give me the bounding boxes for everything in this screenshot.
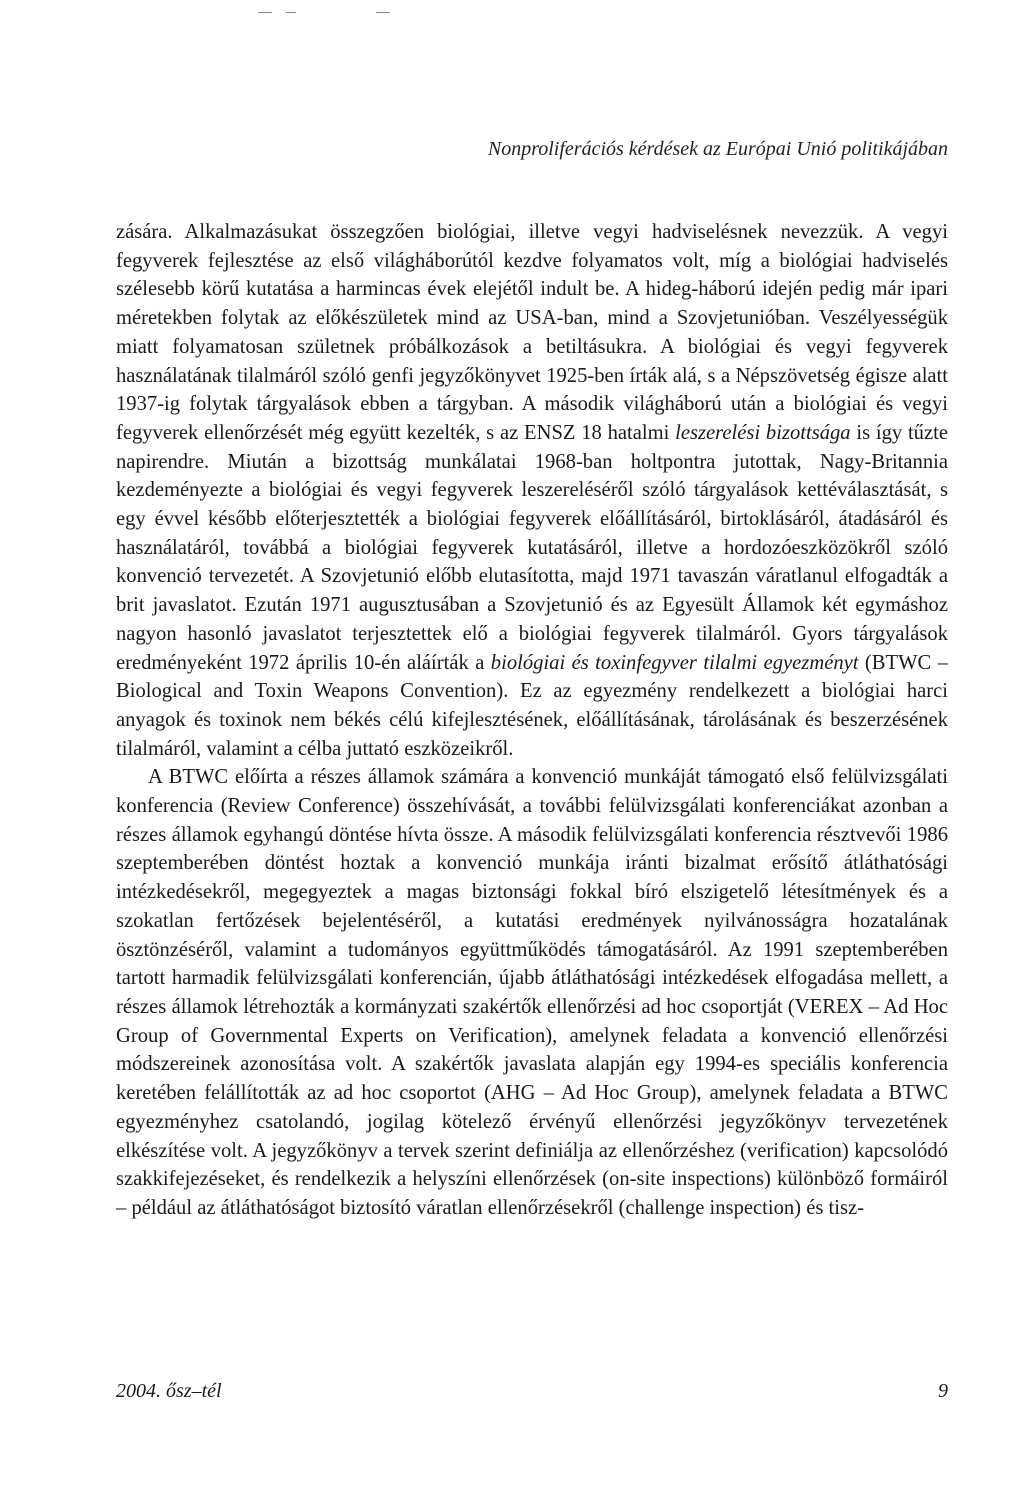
italic-term-btwc: biológiai és toxinfegyver tilalmi egyezményt	[490, 651, 859, 674]
paragraph-1-text-a: zására. Alkalmazásukat összegzően biológiai, illetve vegyi hadviselésnek nevezzük. A vegyi fegyverek fejlesztése az első világháborútól kezdve folyamatos volt, míg a biológiai hadviselés szélesebb körű kutatása a harmincas évek elejétől indult be. A hideg-háború idején pedig már ipari méretekben folytak az előkészületek mind az USA-ban, mind a Szovjetunióban. Veszélyességük miatt folyamatosan születnek próbálkozások a betiltásukra. A biológiai és vegyi fegyverek használatának tilalmáról szóló genfi jegyzőkönyvet 1925-ben írták alá, s a Népszövetség égisze alatt 1937-ig folytak tárgyalások ebben a tárgyban. A második világháború után a biológiai és vegyi fegyverek ellenőrzését még együtt kezelték, s az ENSZ 18 hatalmi	[116, 221, 948, 444]
paragraph-1	[116, 218, 948, 763]
paragraph-2: A BTWC előírta a részes államok számára a konvenció munkáját támogató első felülvizsgálati konferencia (Review Conference) összehívását, a további felülvizsgálati konferenciákat azonban a részes államok egyhangú döntése hívta össze. A második felülvizsgálati konferencia résztvevői 1986 szeptemberében döntést hoztak a konvenció munkája iránti bizalmat erősítő átláthatósági intézkedésekről, megegyeztek a magas biztonsági fokkal bíró elszigetelő létesítmények és a szokatlan fertőzések bejelentéséről, a kutatási eredmények nyilvánosságra hozatalának ösztönzéséről, valamint a tudományos együttműködés támogatásáról. Az 1991 szeptemberében tartott harmadik felülvizsgálati konferencián, újabb átláthatósági intézkedések elfogadása mellett, a részes államok létrehozták a kormányzati szakértők ellenőrzési ad hoc csoportját (VEREX – Ad Hoc Group of Governmental Experts on Verification), amelynek feladata a konvenció ellenőrzési módszereinek azonosítása volt. A szakértők javaslata alapján egy 1994-es speciális konferencia keretében felállították az ad hoc csoportot (AHG – Ad Hoc Group), amelynek feladata a BTWC egyezményhez csatolandó, jogilag kötelező érvényű ellenőrzési jegyzőkönyv tervezetének elkészítése volt. A jegyzőkönyv a tervek szerint definiálja az ellenőrzéshez (verification) kapcsolódó szakkifejezéseket, és rendelkezik a helyszíni ellenőrzések (on-site inspections) különböző formáiról – például az átláthatóságot biztosító váratlan ellenőrzésekről (challenge inspection) és tisz-	[116, 766, 948, 1219]
paragraph-1-text-c: (BTWC – Biological and Toxin Weapons Convention). Ez az egyezmény rendelkezett a biológiai harci anyagok és toxinok nem békés célú kifejlesztésének, előállításának, tárolásának és beszerzésének tilalmáról, valamint a célba juttató eszközeikről.	[116, 651, 949, 760]
scan-mark	[286, 12, 296, 13]
scan-mark	[376, 12, 390, 13]
paragraph-1-text-b: is így tűzte napirendre. Miután a bizottság munkálatai 1968-ban holtpontra jutottak, Nagy-Britannia kezdeményezte a biológiai és vegyi fegyverek leszereléséről szóló tárgyalások kettéválasztását, s egy évvel később előterjesztették a biológiai fegyverek előállításáról, birtoklásáról, átadásáról és használatáról, továbbá a biológiai fegyverek kutatásáról, illetve a hordozóeszközökről szóló konvenció tervezetét. A Szovjetunió előbb elutasította, majd 1971 tavaszán váratlanul elfogadták a brit javaslatot. Ezután 1971 augusztusában a Szovjetunió és az Egyesült Államok két egymáshoz nagyon hasonló javaslatot terjesztettek elő a biológiai fegyverek tilalmáról. Gyors tárgyalások eredményeként 1972 április 10-én aláírták a	[116, 421, 948, 674]
body-text	[116, 218, 948, 1223]
running-header: Nonproliferációs kérdések az Európai Unió politikájában	[487, 138, 948, 160]
page-number: 9	[938, 1380, 948, 1402]
scan-mark	[258, 12, 272, 13]
italic-term-disarmament-committee: leszerelési bizottsága	[675, 421, 851, 444]
footer-issue: 2004. ősz–tél	[116, 1380, 222, 1402]
